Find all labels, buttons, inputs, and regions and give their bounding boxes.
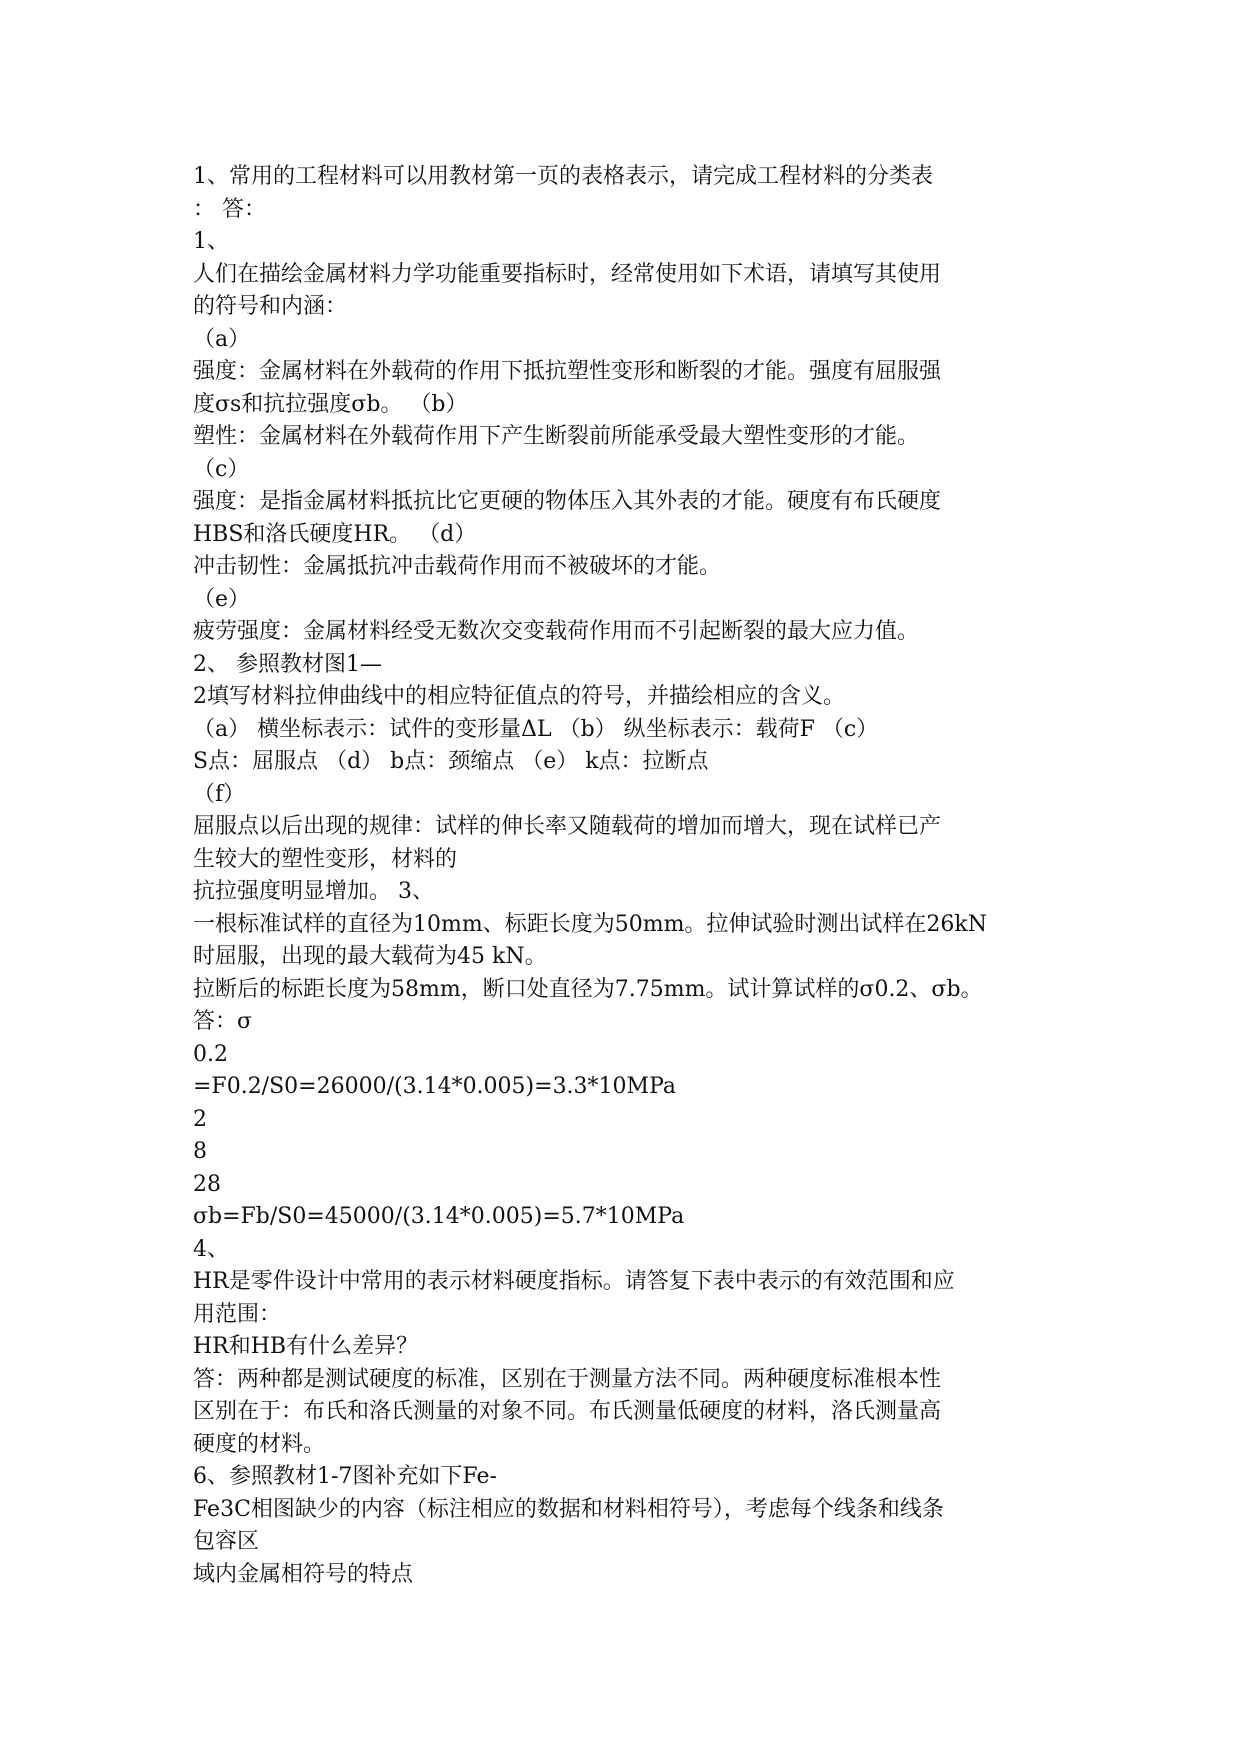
text-line: （e） [193,586,251,612]
text-line: Fe3C相图缺少的内容（标注相应的数据和材料相符号），考虑每个线条和线条 [193,1496,944,1522]
text-line: =F0.2/S0=26000/(3.14*0.005)=3.3*10MPa [193,1074,677,1099]
text-line: 答：两种都是测试硬度的标准，区别在于测量方法不同。两种硬度标准根本性 [193,1366,942,1392]
text-line: σb=Fb/S0=45000/(3.14*0.005)=5.7*10MPa [193,1204,685,1229]
text-line: 强度：是指金属材料抵抗比它更硬的物体压入其外表的才能。硬度有布氏硬度 [193,489,942,514]
text-line: 一根标准试样的直径为10mm、标距长度为50mm。拉伸试验时测出试样在26kN [193,911,988,937]
text-line: 2填写材料拉伸曲线中的相应特征值点的符号，并描绘相应的含义。 [193,684,845,709]
text-line: 1、 [193,229,229,254]
text-line: S点：屈服点 （d） b点：颈缩点 （e） k点：拉断点 [193,749,709,774]
text-line: 28 [193,1171,221,1197]
text-line: 抗拉强度明显增加。 3、 [193,879,434,904]
text-line: 0.2 [193,1041,228,1067]
text-line: 区别在于：布氏和洛氏测量的对象不同。布氏测量低硬度的材料，洛氏测量高 [193,1399,942,1424]
text-line: HR和HB有什么差异？ [193,1334,419,1359]
text-line: ： 答： [193,196,266,222]
text-line: （c） [193,456,250,482]
text-line: 强度：金属材料在外载荷的作用下抵抗塑性变形和断裂的才能。强度有屈服强 [193,359,942,384]
text-line: HBS和洛氏硬度HR。 （d） [193,521,477,547]
text-line: 拉断后的标距长度为58mm，断口处直径为7.75mm。试计算试样的σ0.2、σb。 [193,976,983,1002]
text-line: 包容区 [193,1529,260,1554]
text-line: 疲劳强度：金属材料经受无数次交变载荷作用而不引起断裂的最大应力值。 [193,619,920,644]
text-line: HR是零件设计中常用的表示材料硬度指标。请答复下表中表示的有效范围和应 [193,1269,955,1294]
text-line: 4、 [193,1236,229,1262]
text-line: 度σs和抗拉强度σb。 （b） [193,391,468,417]
text-line: 的符号和内涵： [193,294,348,319]
text-line: （a） 横坐标表示：试件的变形量ΔL （b） 纵坐标表示：载荷F （c） [193,716,879,742]
text-line: （a） [193,326,251,352]
text-line: 域内金属相符号的特点 [193,1561,414,1587]
text-line: 时屈服，出现的最大载荷为45 kN。 [193,944,547,969]
text-line: 6、参照教材1-7图补充如下Fe- [193,1464,497,1489]
text-line: 8 [193,1139,207,1164]
document-body [193,161,1073,1591]
text-line: 2 [193,1106,207,1132]
text-line: 2、 参照教材图1— [193,651,382,677]
text-line: 1、常用的工程材料可以用教材第一页的表格表示，请完成工程材料的分类表 [193,164,933,189]
text-line: 屈服点以后出现的规律：试样的伸长率又随载荷的增加而增大，现在试样已产 [193,814,942,839]
text-line: 硬度的材料。 [193,1431,326,1457]
text-line: 答：σ [193,1009,253,1034]
text-line: 冲击韧性：金属抵抗冲击载荷作用而不被破坏的才能。 [193,554,722,579]
text-line: 塑性：金属材料在外载荷作用下产生断裂前所能承受最大塑性变形的才能。 [193,424,920,449]
text-line: 用范围： [193,1301,282,1327]
text-line: 生较大的塑性变形，材料的 [193,846,458,872]
text-line: （f） [193,781,246,807]
text-line: 人们在描绘金属材料力学功能重要指标时，经常使用如下术语，请填写其使用 [193,261,942,287]
